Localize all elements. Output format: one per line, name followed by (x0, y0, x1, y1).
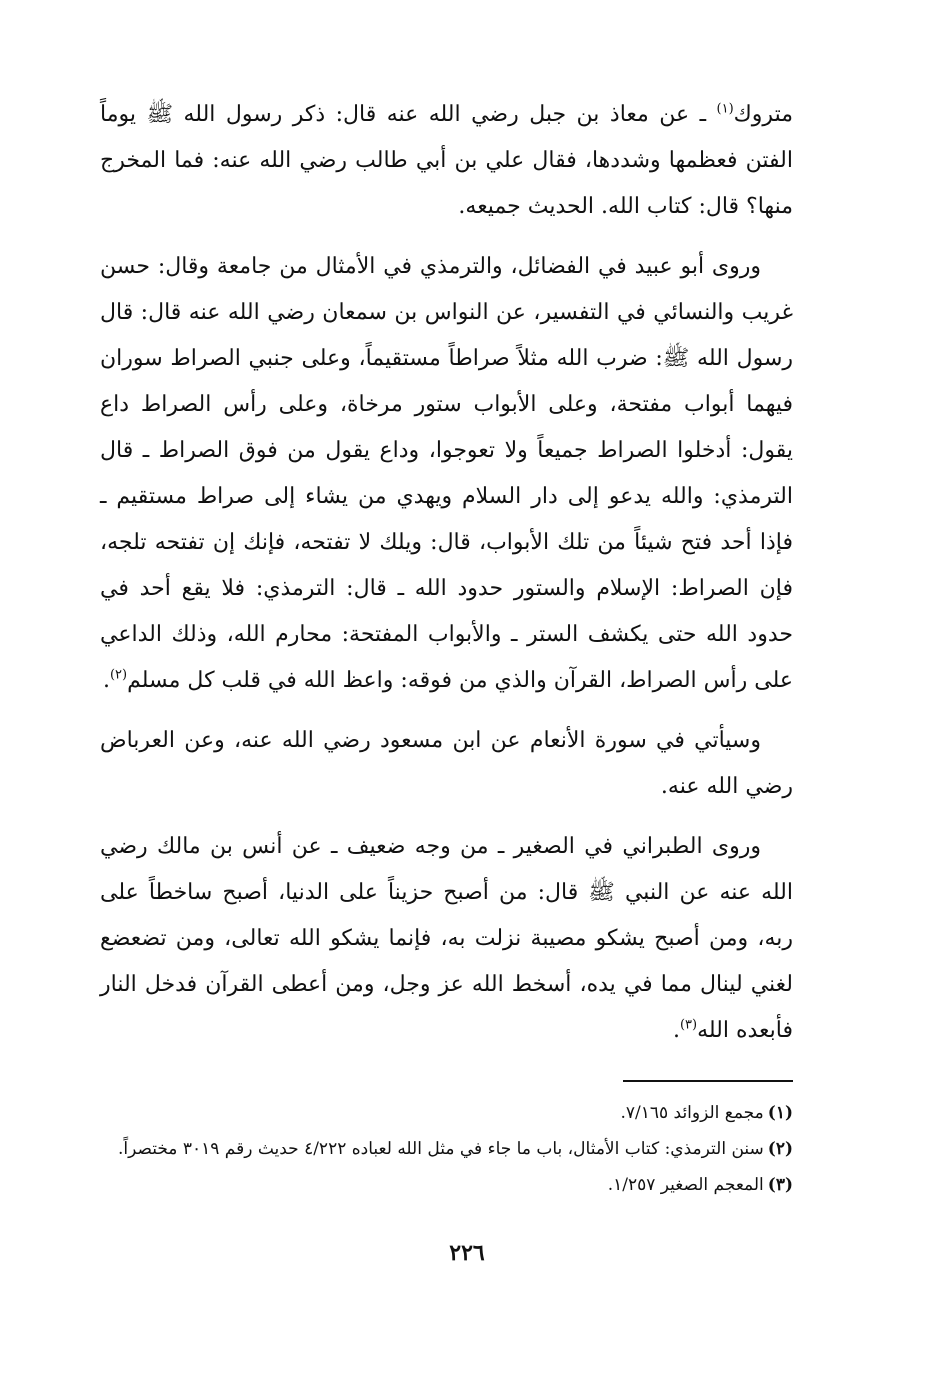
footnote-3 (100, 1168, 793, 1202)
footnote-2-text: سنن الترمذي: كتاب الأمثال، باب ما جاء في مثل الله لعباده ٤/٢٢٢ حديث رقم ٣٠١٩ مختصراً. (117, 1139, 764, 1159)
paragraph-1-text: متروك (733, 102, 793, 127)
paragraph-1 (100, 92, 793, 230)
paragraph-3-text: وسيأتي في سورة الأنعام عن ابن مسعود رضي الله عنه، وعن العرباض رضي الله عنه. (100, 728, 793, 799)
footnote-1-number: (١) (767, 1103, 793, 1123)
footnote-3-text: المعجم الصغير ١/٢٥٧. (607, 1175, 764, 1195)
footnote-3-number: (٣) (767, 1175, 793, 1195)
footnote-ref-2: (٢) (109, 667, 128, 683)
paragraph-4 (100, 824, 793, 1054)
footnotes (100, 1096, 793, 1202)
paragraph-3 (100, 718, 793, 810)
paragraph-2 (100, 244, 793, 704)
paragraph-2-rest: . (102, 668, 110, 693)
footnote-1 (100, 1096, 793, 1130)
page-body (100, 92, 793, 1204)
footnote-ref-1: (١) (716, 101, 734, 117)
footnote-1-text: مجمع الزوائد ٧/١٦٥. (620, 1103, 764, 1123)
paragraph-4-text: وروى الطبراني في الصغير ـ من وجه ضعيف ـ عن أنس بن مالك رضي الله عنه عن النبي ﷺ قال: من أصبح حزيناً على الدنيا، أصبح ساخطاً على ربه، ومن أصبح يشكو مصيبة نزلت به، فإنما يشكو الله تعالى، ومن تضعضع لغني لينال مما في يده، أسخط الله عز وجل، ومن أعطى القرآن فدخل النار فأبعده الله (100, 834, 793, 1043)
paragraph-4-rest: . (672, 1018, 680, 1043)
footnote-ref-3: (٣) (679, 1017, 698, 1033)
paragraph-2-text: وروى أبو عبيد في الفضائل، والترمذي في الأمثال من جامعة وقال: حسن غريب والنسائي في التفسير، عن النواس بن سمعان رضي الله عنه قال: قال رسول الله ﷺ: ضرب الله مثلاً صراطاً مستقيماً، وعلى جنبي الصراط سوران فيهما أبواب مفتحة، وعلى الأبواب ستور مرخاة، وعلى رأس الصراط داع يقول: أدخلوا الصراط جميعاً ولا تعوجوا، وداع يقول من فوق الصراط ـ قال الترمذي: والله يدعو إلى دار السلام ويهدي من يشاء إلى صراط مستقيم ـ فإذا أحد فتح شيئاً من تلك الأبواب، قال: ويلك لا تفتحه، فإنك إن تفتحه تلجه، فإن الصراط: الإسلام والستور حدود الله ـ قال: الترمذي: فلا يقع أحد في حدود الله حتى يكشف الستر ـ والأبواب المفتحة: محارم الله، وذلك الداعي على رأس الصراط، القرآن والذي من فوقه: واعظ الله في قلب كل مسلم (100, 254, 793, 693)
footnote-divider (623, 1080, 793, 1082)
page-number: ٢٢٦ (449, 1240, 485, 1266)
footnote-2-number: (٢) (767, 1139, 793, 1159)
footnote-2 (100, 1132, 793, 1166)
paragraph-1-rest: ـ عن معاذ بن جبل رضي الله عنه قال: ذكر رسول الله ﷺ يوماً الفتن فعظمها وشددها، فقال علي بن أبي طالب رضي الله عنه: فما المخرج منها؟ قال: كتاب الله. الحديث جميعه. (100, 102, 793, 219)
